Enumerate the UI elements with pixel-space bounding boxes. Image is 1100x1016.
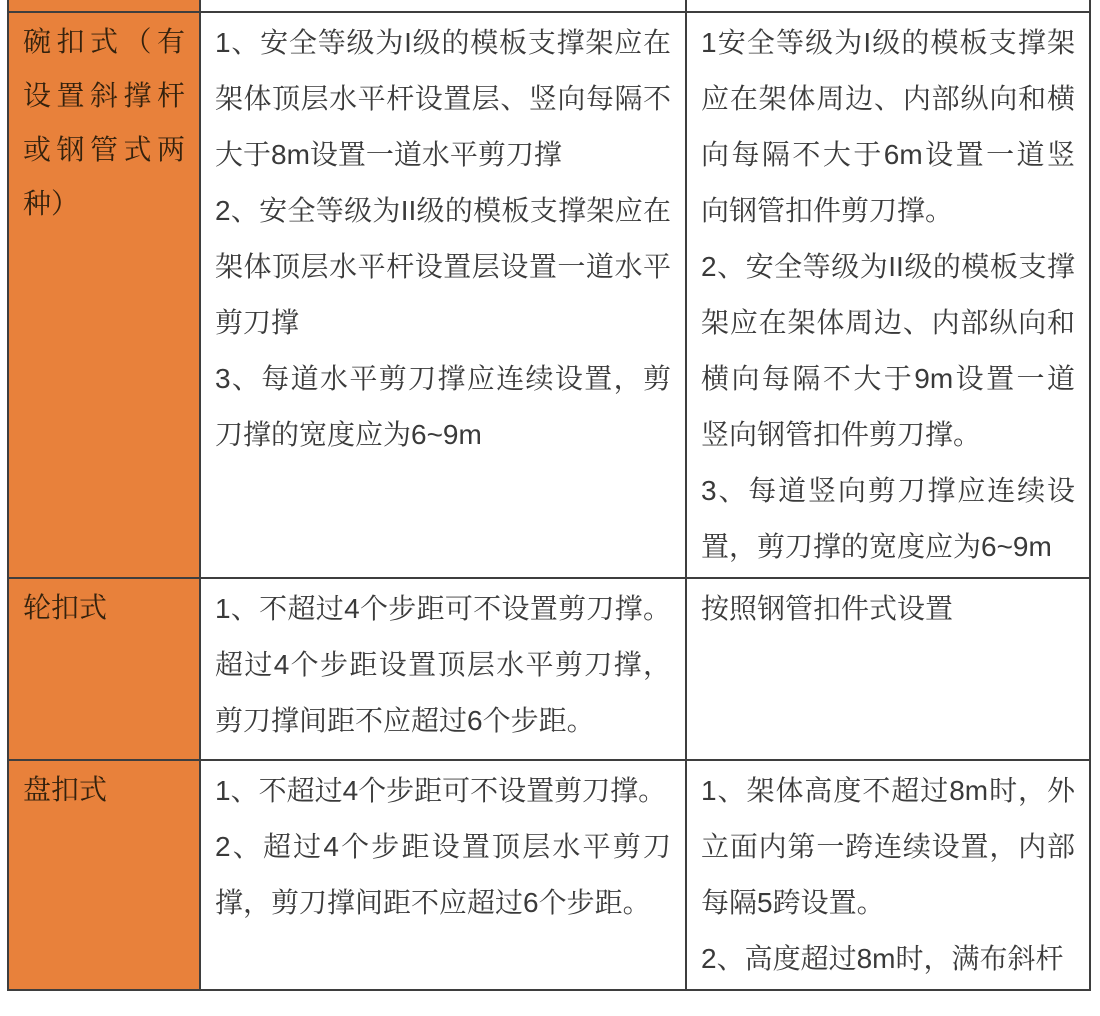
table-row-pankou — [8, 760, 1090, 990]
partial-top-row — [8, 0, 1090, 12]
spec-paragraph: 按照钢管扣件式设置 — [701, 593, 954, 624]
wankou-spec2-cell — [686, 12, 1090, 578]
spec-paragraph: 1、不超过4个步距可不设置剪刀撑。 — [215, 775, 667, 806]
row-header-label: 盘扣式 — [23, 774, 108, 805]
row-header-label: 轮扣式 — [23, 592, 108, 623]
pankou-spec1-cell — [200, 760, 686, 990]
spec-paragraph: 2、高度超过8m时，满布斜杆 — [701, 943, 1064, 974]
wankou-spec1-cell — [200, 12, 686, 578]
table-row-wankou — [8, 12, 1090, 578]
spec-paragraph: 2、安全等级为II级的模板支撑架应在架体周边、内部纵向和横向每隔不大于9m设置一道竖向钢管扣件剪刀撑。 — [701, 251, 1075, 450]
pankou-spec2-cell — [686, 760, 1090, 990]
spec-paragraph: 2、超过4个步距设置顶层水平剪刀撑，剪刀撑间距不应超过6个步距。 — [215, 831, 671, 918]
row-header-label: 碗扣式（有设置斜撑杆或钢管式两种） — [23, 26, 185, 219]
row-header-lunkou — [8, 578, 200, 760]
spec-paragraph: 1、不超过4个步距可不设置剪刀撑。超过4个步距设置顶层水平剪刀撑，剪刀撑间距不应超过6个步距。 — [215, 593, 671, 736]
partial-spec1-cell — [200, 0, 686, 12]
partial-type-cell — [8, 0, 200, 12]
bracing-spec-table — [7, 0, 1091, 991]
spec-paragraph: 3、每道竖向剪刀撑应连续设置，剪刀撑的宽度应为6~9m — [701, 475, 1075, 562]
row-header-wankou — [8, 12, 200, 578]
lunkou-spec2-cell — [686, 578, 1090, 760]
spec-paragraph: 1安全等级为I级的模板支撑架应在架体周边、内部纵向和横向每隔不大于6m设置一道竖向钢管扣件剪刀撑。 — [701, 27, 1075, 226]
spec-paragraph: 3、每道水平剪刀撑应连续设置，剪刀撑的宽度应为6~9m — [215, 363, 671, 450]
partial-spec2-cell — [686, 0, 1090, 12]
spec-paragraph: 1、安全等级为I级的模板支撑架应在架体顶层水平杆设置层、竖向每隔不大于8m设置一道水平剪刀撑 — [215, 27, 671, 170]
spec-paragraph: 2、安全等级为II级的模板支撑架应在架体顶层水平杆设置层设置一道水平剪刀撑 — [215, 195, 671, 338]
spec-paragraph: 1、架体高度不超过8m时，外立面内第一跨连续设置，内部每隔5跨设置。 — [701, 775, 1075, 918]
lunkou-spec1-cell — [200, 578, 686, 760]
row-header-pankou — [8, 760, 200, 990]
table-row-lunkou — [8, 578, 1090, 760]
